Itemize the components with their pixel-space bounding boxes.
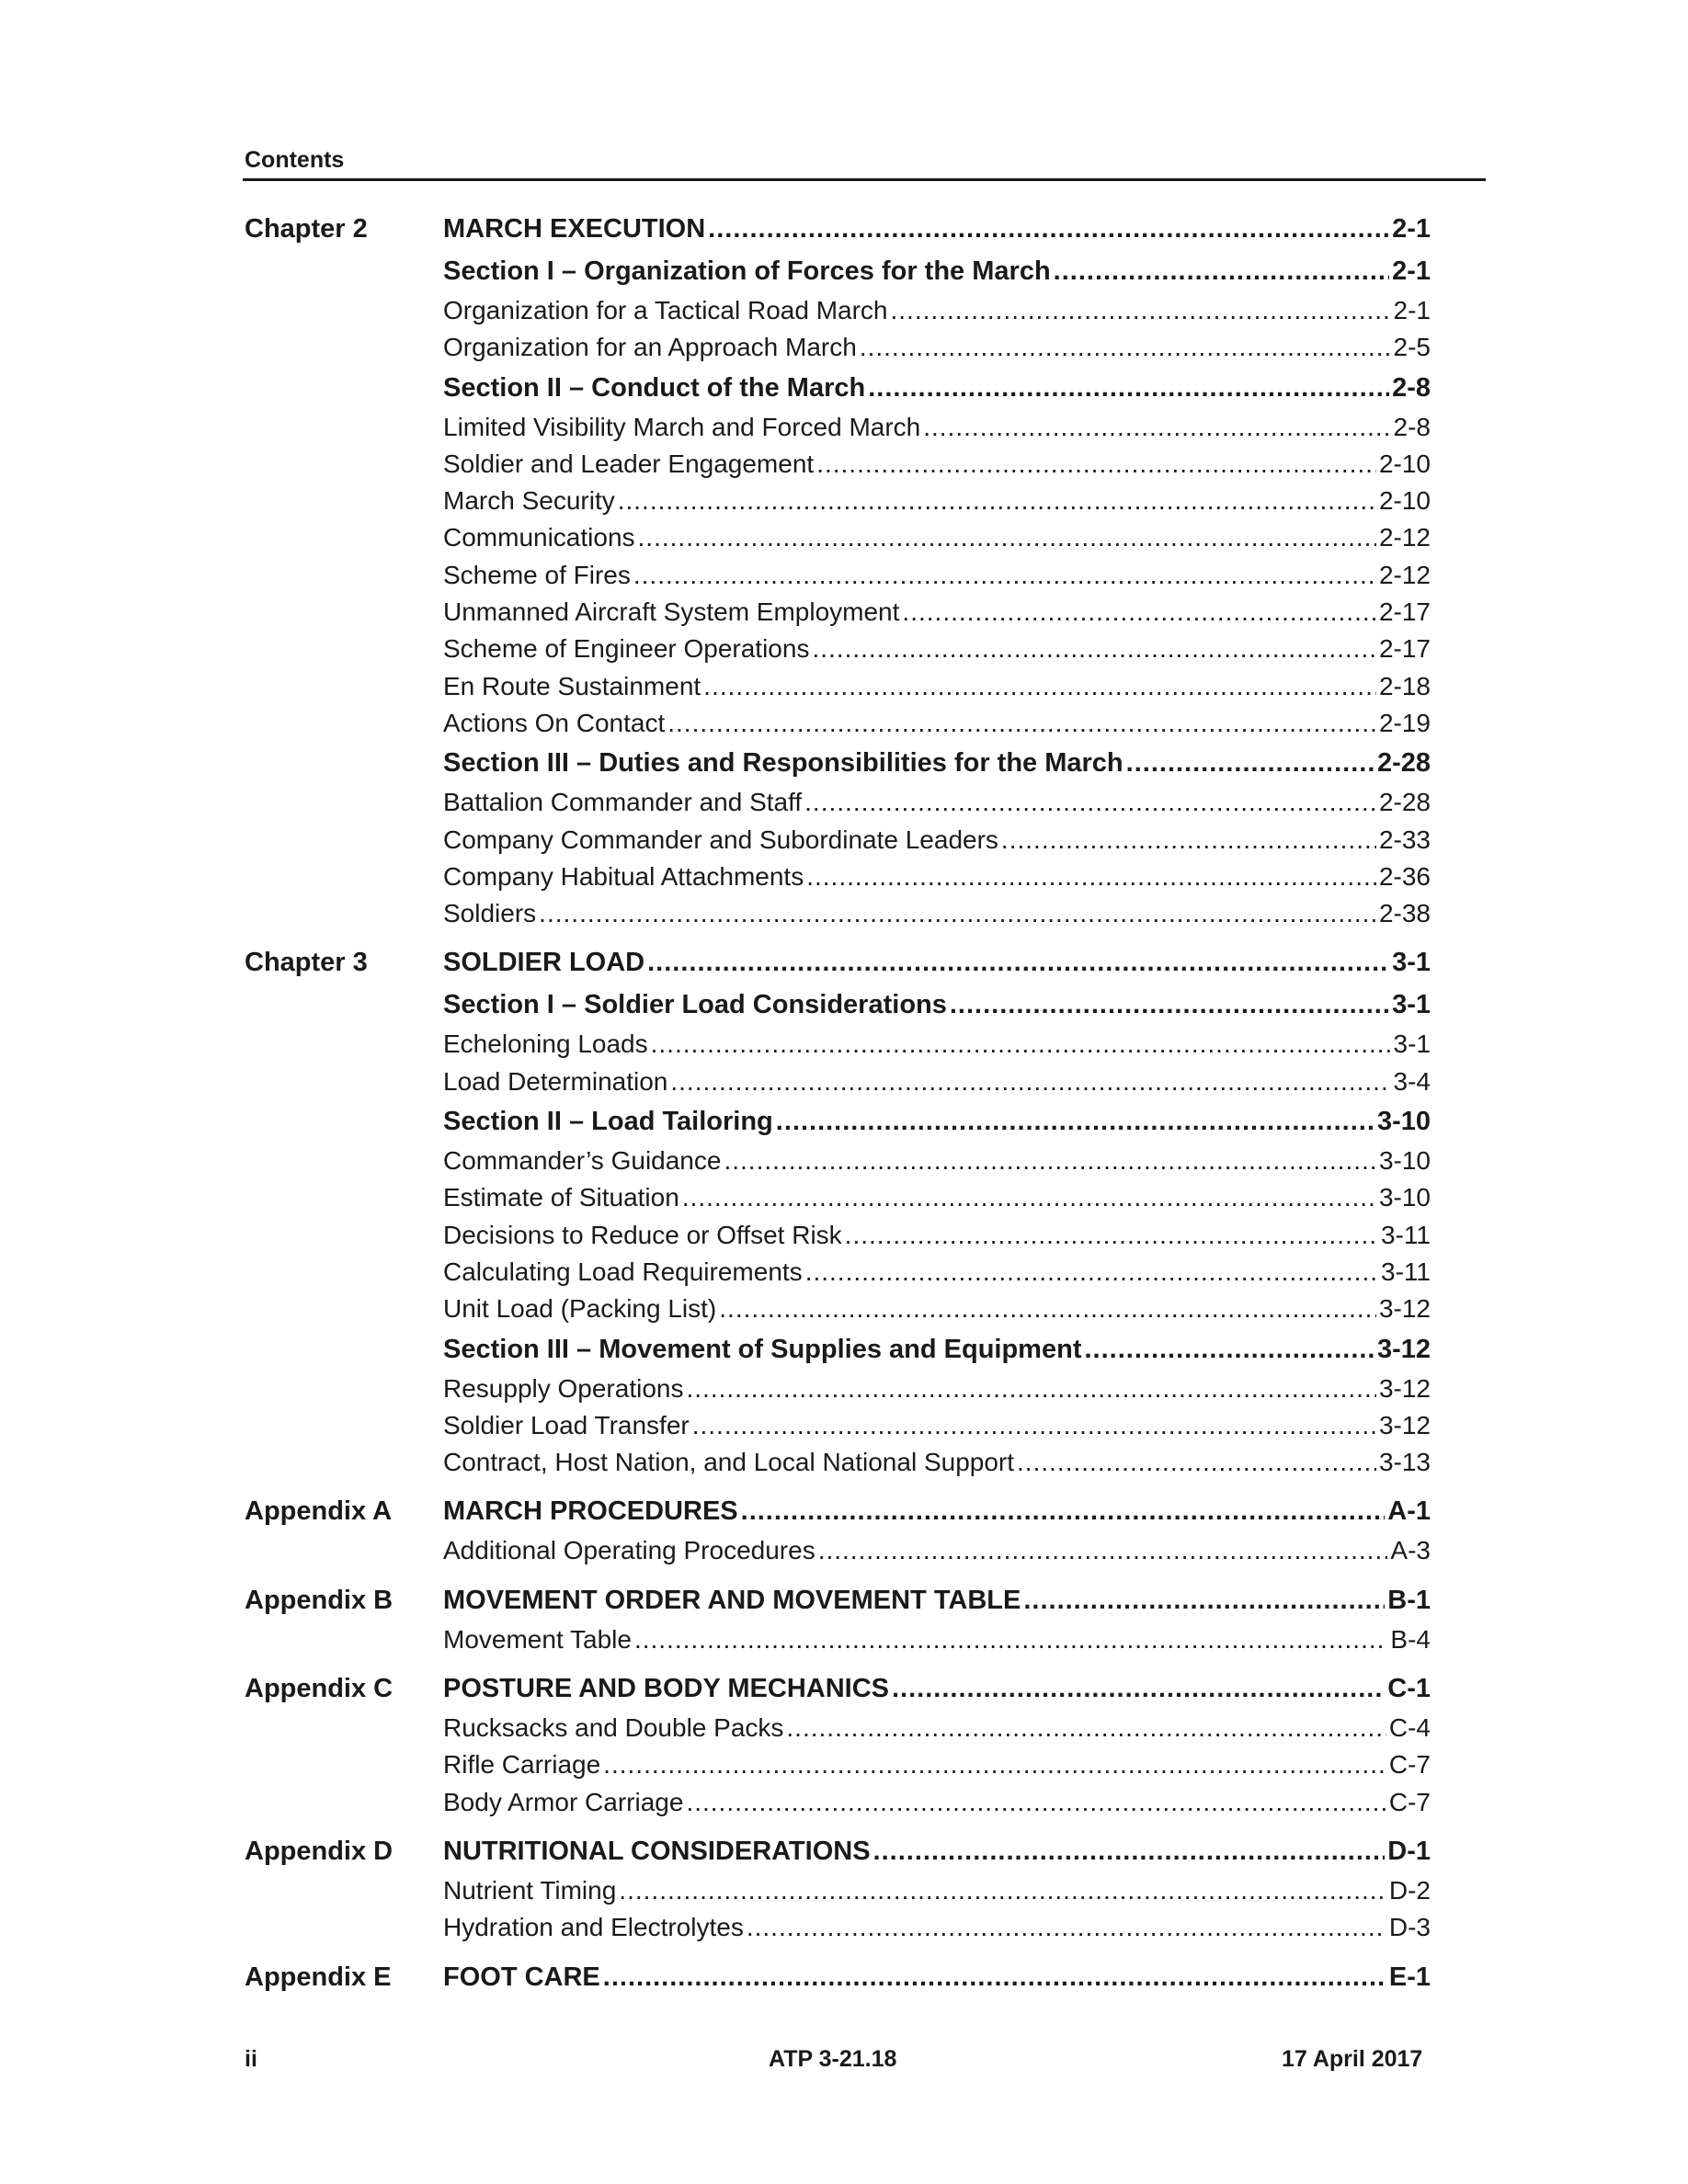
- toc-entry-page: 2-36: [1378, 861, 1431, 891]
- toc-entry-title: Organization for a Tactical Road March: [443, 296, 888, 324]
- toc-entry-page: C-1: [1387, 1674, 1431, 1704]
- dot-leader: [741, 1490, 1386, 1532]
- toc-entry-title: POSTURE AND BODY MECHANICS: [443, 1674, 889, 1704]
- toc-entry-title: Rucksacks and Double Packs: [443, 1713, 784, 1743]
- footer-date: 17 April 2017: [1282, 2046, 1423, 2072]
- dot-leader: [776, 1100, 1374, 1143]
- dot-leader: [892, 1667, 1385, 1710]
- toc-entry-page: C-7: [1388, 1750, 1431, 1780]
- dot-leader: [686, 1784, 1386, 1821]
- toc-entry-title: En Route Sustainment: [443, 671, 701, 700]
- toc-entry[interactable]: [443, 1532, 1431, 1569]
- toc-entry[interactable]: [443, 1444, 1431, 1481]
- toc-entry[interactable]: [443, 1371, 1431, 1407]
- toc-entry-page: 3-1: [1392, 948, 1431, 978]
- toc-heading-entry[interactable]: [443, 1579, 1431, 1621]
- toc-entry-page: 2-17: [1378, 634, 1431, 664]
- dot-leader: [1126, 742, 1374, 784]
- toc-entry-page: D-2: [1388, 1875, 1431, 1905]
- dot-leader: [539, 895, 1376, 932]
- toc-entry-page: C-4: [1388, 1713, 1431, 1743]
- toc-entry-page: 2-17: [1378, 597, 1431, 627]
- toc-entry-page: 3-11: [1381, 1220, 1431, 1249]
- toc-entry-title: MARCH EXECUTION: [443, 214, 706, 244]
- dot-leader: [724, 1143, 1376, 1179]
- dot-leader: [786, 1710, 1386, 1746]
- toc-entry-page: 3-11: [1381, 1257, 1431, 1286]
- toc-entry-page: 2-18: [1378, 671, 1431, 700]
- dot-leader: [950, 984, 1389, 1026]
- dot-leader: [603, 1956, 1386, 1998]
- toc-entry-page: A-3: [1390, 1536, 1431, 1565]
- toc-entry-title: Communications: [443, 523, 635, 552]
- toc-entry-title: MOVEMENT ORDER AND MOVEMENT TABLE: [443, 1585, 1021, 1615]
- toc-entry[interactable]: [443, 1784, 1431, 1821]
- dot-leader: [692, 1407, 1376, 1444]
- dot-leader: [719, 1291, 1376, 1327]
- dot-leader: [1001, 822, 1376, 859]
- toc-entries: [443, 1579, 1431, 1658]
- toc-entry-page: 2-8: [1393, 412, 1431, 441]
- toc-group: [245, 1667, 1431, 1821]
- toc-entry-page: E-1: [1388, 1962, 1431, 1992]
- toc-entry-page: 2-33: [1378, 825, 1431, 854]
- toc-entries: [443, 1667, 1431, 1821]
- toc-entry-title: MARCH PROCEDURES: [443, 1496, 738, 1527]
- toc-entry-page: 3-12: [1376, 1334, 1431, 1364]
- toc-entry-page: 2-10: [1378, 449, 1431, 478]
- toc-entry-page: C-7: [1388, 1787, 1431, 1816]
- toc-entry-title: March Security: [443, 486, 615, 516]
- table-of-contents: [245, 208, 1431, 2008]
- toc-entry[interactable]: [443, 784, 1431, 821]
- toc-heading-entry[interactable]: [443, 941, 1431, 984]
- toc-entry[interactable]: [443, 557, 1431, 594]
- toc-entry-title: Section II – Load Tailoring: [443, 1107, 773, 1137]
- toc-heading-entry[interactable]: [443, 1328, 1431, 1371]
- toc-entry[interactable]: [443, 409, 1431, 446]
- toc-entry-page: 3-10: [1378, 1146, 1431, 1176]
- toc-entry-page: A-1: [1387, 1496, 1431, 1527]
- toc-group-label: Appendix C: [245, 1674, 393, 1704]
- toc-entry-title: Body Armor Carriage: [443, 1787, 684, 1816]
- dot-leader: [816, 446, 1376, 483]
- dot-leader: [638, 519, 1376, 556]
- toc-entries: [443, 1830, 1431, 1947]
- toc-entry-title: Nutrient Timing: [443, 1875, 617, 1905]
- toc-entry-page: D-3: [1388, 1913, 1431, 1942]
- toc-heading-entry[interactable]: [443, 1100, 1431, 1143]
- dot-leader: [619, 1872, 1386, 1909]
- toc-entry[interactable]: [443, 1143, 1431, 1179]
- toc-entry-page: 2-12: [1378, 560, 1431, 589]
- toc-entry-page: 2-12: [1378, 523, 1431, 552]
- toc-entry-page: 3-13: [1378, 1448, 1431, 1477]
- dot-leader: [891, 292, 1391, 329]
- toc-group: [245, 208, 1431, 932]
- dot-leader: [806, 859, 1376, 895]
- toc-entry-page: 2-10: [1378, 486, 1431, 516]
- toc-entries: [443, 1956, 1431, 1998]
- toc-entry-title: SOLDIER LOAD: [443, 948, 645, 978]
- toc-entry[interactable]: [443, 1254, 1431, 1291]
- toc-group-label: Appendix E: [245, 1962, 392, 1992]
- toc-entry-title: Section I – Organization of Forces for the March: [443, 256, 1051, 286]
- toc-entry-title: Calculating Load Requirements: [443, 1257, 803, 1286]
- toc-entry-page: 2-1: [1392, 214, 1431, 244]
- toc-entry-title: Section I – Soldier Load Considerations: [443, 990, 947, 1020]
- dot-leader: [804, 784, 1376, 821]
- toc-heading-entry[interactable]: [443, 742, 1431, 784]
- toc-entry-page: 2-1: [1393, 296, 1431, 324]
- toc-entry-title: Section III – Duties and Responsibilities for the March: [443, 748, 1123, 779]
- dot-leader: [633, 557, 1376, 594]
- toc-entries: [443, 941, 1431, 1481]
- toc-entry[interactable]: [443, 594, 1431, 631]
- toc-entry-page: 2-28: [1378, 788, 1431, 817]
- toc-entry-title: Additional Operating Procedures: [443, 1536, 815, 1565]
- running-header: Contents: [245, 147, 345, 173]
- toc-entry-page: 2-5: [1393, 333, 1431, 362]
- dot-leader: [868, 367, 1389, 409]
- toc-entry-title: Load Determination: [443, 1066, 668, 1096]
- dot-leader: [1017, 1444, 1376, 1481]
- toc-entry[interactable]: [443, 705, 1431, 742]
- toc-group: [245, 1579, 1431, 1658]
- toc-entries: [443, 208, 1431, 932]
- toc-entry[interactable]: [443, 895, 1431, 932]
- toc-entry-title: Movement Table: [443, 1624, 632, 1654]
- toc-entry-title: Soldier and Leader Engagement: [443, 449, 815, 478]
- footer-page-number: ii: [245, 2046, 257, 2072]
- toc-entry[interactable]: [443, 292, 1431, 329]
- toc-group-label: Appendix D: [245, 1836, 393, 1866]
- dot-leader: [682, 1179, 1376, 1216]
- dot-leader: [686, 1371, 1375, 1407]
- toc-entry[interactable]: [443, 1407, 1431, 1444]
- toc-heading-entry[interactable]: [443, 1667, 1431, 1710]
- toc-entry[interactable]: [443, 668, 1431, 705]
- toc-group: [245, 941, 1431, 1481]
- toc-entry-page: 3-10: [1378, 1183, 1431, 1212]
- toc-entry-page: 2-1: [1392, 256, 1431, 286]
- toc-entry[interactable]: [443, 859, 1431, 895]
- toc-entry-title: Rifle Carriage: [443, 1750, 601, 1780]
- toc-entry-title: Company Habitual Attachments: [443, 861, 804, 891]
- toc-entry[interactable]: [443, 1026, 1431, 1063]
- toc-group-label: Appendix A: [245, 1496, 393, 1527]
- toc-entry-title: Unmanned Aircraft System Employment: [443, 597, 900, 627]
- toc-entry[interactable]: [443, 1217, 1431, 1254]
- dot-leader: [923, 409, 1390, 446]
- dot-leader: [812, 631, 1376, 667]
- toc-entries: [443, 1490, 1431, 1569]
- toc-entry-page: 3-10: [1376, 1107, 1431, 1137]
- toc-entry[interactable]: [443, 329, 1431, 366]
- toc-entry-page: 3-12: [1378, 1410, 1431, 1439]
- dot-leader: [1023, 1579, 1385, 1621]
- toc-entry-title: Battalion Commander and Staff: [443, 788, 803, 817]
- dot-leader: [618, 483, 1376, 519]
- toc-entry-page: 2-28: [1376, 748, 1431, 779]
- dot-leader: [873, 1830, 1386, 1872]
- toc-entry[interactable]: [443, 519, 1431, 556]
- dot-leader: [667, 705, 1376, 742]
- toc-heading-entry[interactable]: [443, 1956, 1431, 1998]
- dot-leader: [703, 668, 1376, 705]
- toc-entry-page: D-1: [1387, 1836, 1431, 1866]
- toc-entry[interactable]: [443, 631, 1431, 667]
- toc-entry[interactable]: [443, 446, 1431, 483]
- toc-entry-title: Scheme of Fires: [443, 560, 631, 589]
- toc-entry-title: Scheme of Engineer Operations: [443, 634, 810, 664]
- toc-heading-entry[interactable]: [443, 1490, 1431, 1532]
- toc-entry[interactable]: [443, 1064, 1431, 1100]
- toc-group-label: Chapter 2: [245, 214, 368, 244]
- toc-entry[interactable]: [443, 822, 1431, 859]
- dot-leader: [647, 941, 1389, 984]
- dot-leader: [708, 208, 1389, 250]
- dot-leader: [747, 1909, 1386, 1946]
- toc-entry[interactable]: [443, 1621, 1431, 1658]
- dot-leader: [603, 1746, 1386, 1783]
- toc-entry-page: 3-12: [1378, 1373, 1431, 1403]
- toc-entry-page: 3-4: [1393, 1066, 1431, 1096]
- toc-entry[interactable]: [443, 1872, 1431, 1909]
- toc-entry-title: Unit Load (Packing List): [443, 1294, 717, 1324]
- toc-entry[interactable]: [443, 1909, 1431, 1946]
- dot-leader: [902, 594, 1376, 631]
- toc-entry[interactable]: [443, 1291, 1431, 1327]
- toc-heading-entry[interactable]: [443, 984, 1431, 1026]
- dot-leader: [1054, 250, 1389, 292]
- toc-entry-title: Hydration and Electrolytes: [443, 1913, 744, 1942]
- toc-entry-title: Echeloning Loads: [443, 1029, 648, 1059]
- toc-entry-title: Section III – Movement of Supplies and Equipment: [443, 1334, 1082, 1364]
- toc-entry-page: 2-19: [1378, 708, 1431, 737]
- dot-leader: [670, 1064, 1390, 1100]
- toc-entry-page: B-1: [1387, 1585, 1431, 1615]
- toc-heading-entry[interactable]: [443, 208, 1431, 250]
- toc-heading-entry[interactable]: [443, 250, 1431, 292]
- toc-group: [245, 1490, 1431, 1569]
- toc-group: [245, 1830, 1431, 1947]
- dot-leader: [651, 1026, 1391, 1063]
- dot-leader: [805, 1254, 1378, 1291]
- toc-entry[interactable]: [443, 1746, 1431, 1783]
- toc-entry-title: Limited Visibility March and Forced March: [443, 412, 921, 441]
- toc-heading-entry[interactable]: [443, 1830, 1431, 1872]
- toc-entry-title: Decisions to Reduce or Offset Risk: [443, 1220, 842, 1249]
- toc-entry[interactable]: [443, 483, 1431, 519]
- footer-publication: ATP 3-21.18: [769, 2046, 897, 2072]
- toc-entry-title: Soldiers: [443, 899, 537, 928]
- toc-entry-page: 3-1: [1392, 990, 1431, 1020]
- toc-entry-title: Commander’s Guidance: [443, 1146, 722, 1176]
- toc-entry[interactable]: [443, 1179, 1431, 1216]
- toc-entry-title: Organization for an Approach March: [443, 333, 857, 362]
- toc-entry-page: 2-8: [1392, 372, 1431, 403]
- toc-entry-title: Section II – Conduct of the March: [443, 372, 866, 403]
- toc-entry-title: FOOT CARE: [443, 1962, 600, 1992]
- toc-entry-title: Estimate of Situation: [443, 1183, 679, 1212]
- toc-entry-title: NUTRITIONAL CONSIDERATIONS: [443, 1836, 871, 1866]
- toc-entry-title: Actions On Contact: [443, 708, 666, 737]
- dot-leader: [860, 329, 1391, 366]
- dot-leader: [818, 1532, 1388, 1569]
- toc-entry-title: Company Commander and Subordinate Leaders: [443, 825, 998, 854]
- toc-group-label: Appendix B: [245, 1585, 393, 1615]
- toc-entry-title: Contract, Host Nation, and Local National Support: [443, 1448, 1015, 1477]
- toc-entry-page: 2-38: [1378, 899, 1431, 928]
- toc-group: [245, 1956, 1431, 1998]
- toc-entry-title: Soldier Load Transfer: [443, 1410, 690, 1439]
- toc-entry-page: B-4: [1390, 1624, 1431, 1654]
- toc-entry-page: 3-12: [1378, 1294, 1431, 1324]
- dot-leader: [634, 1621, 1387, 1658]
- dot-leader: [845, 1217, 1378, 1254]
- header-rule: [243, 178, 1486, 181]
- toc-entry[interactable]: [443, 1710, 1431, 1746]
- toc-group-label: Chapter 3: [245, 948, 368, 978]
- toc-heading-entry[interactable]: [443, 367, 1431, 409]
- toc-entry-title: Resupply Operations: [443, 1373, 684, 1403]
- dot-leader: [1084, 1328, 1374, 1371]
- toc-entry-page: 3-1: [1393, 1029, 1431, 1059]
